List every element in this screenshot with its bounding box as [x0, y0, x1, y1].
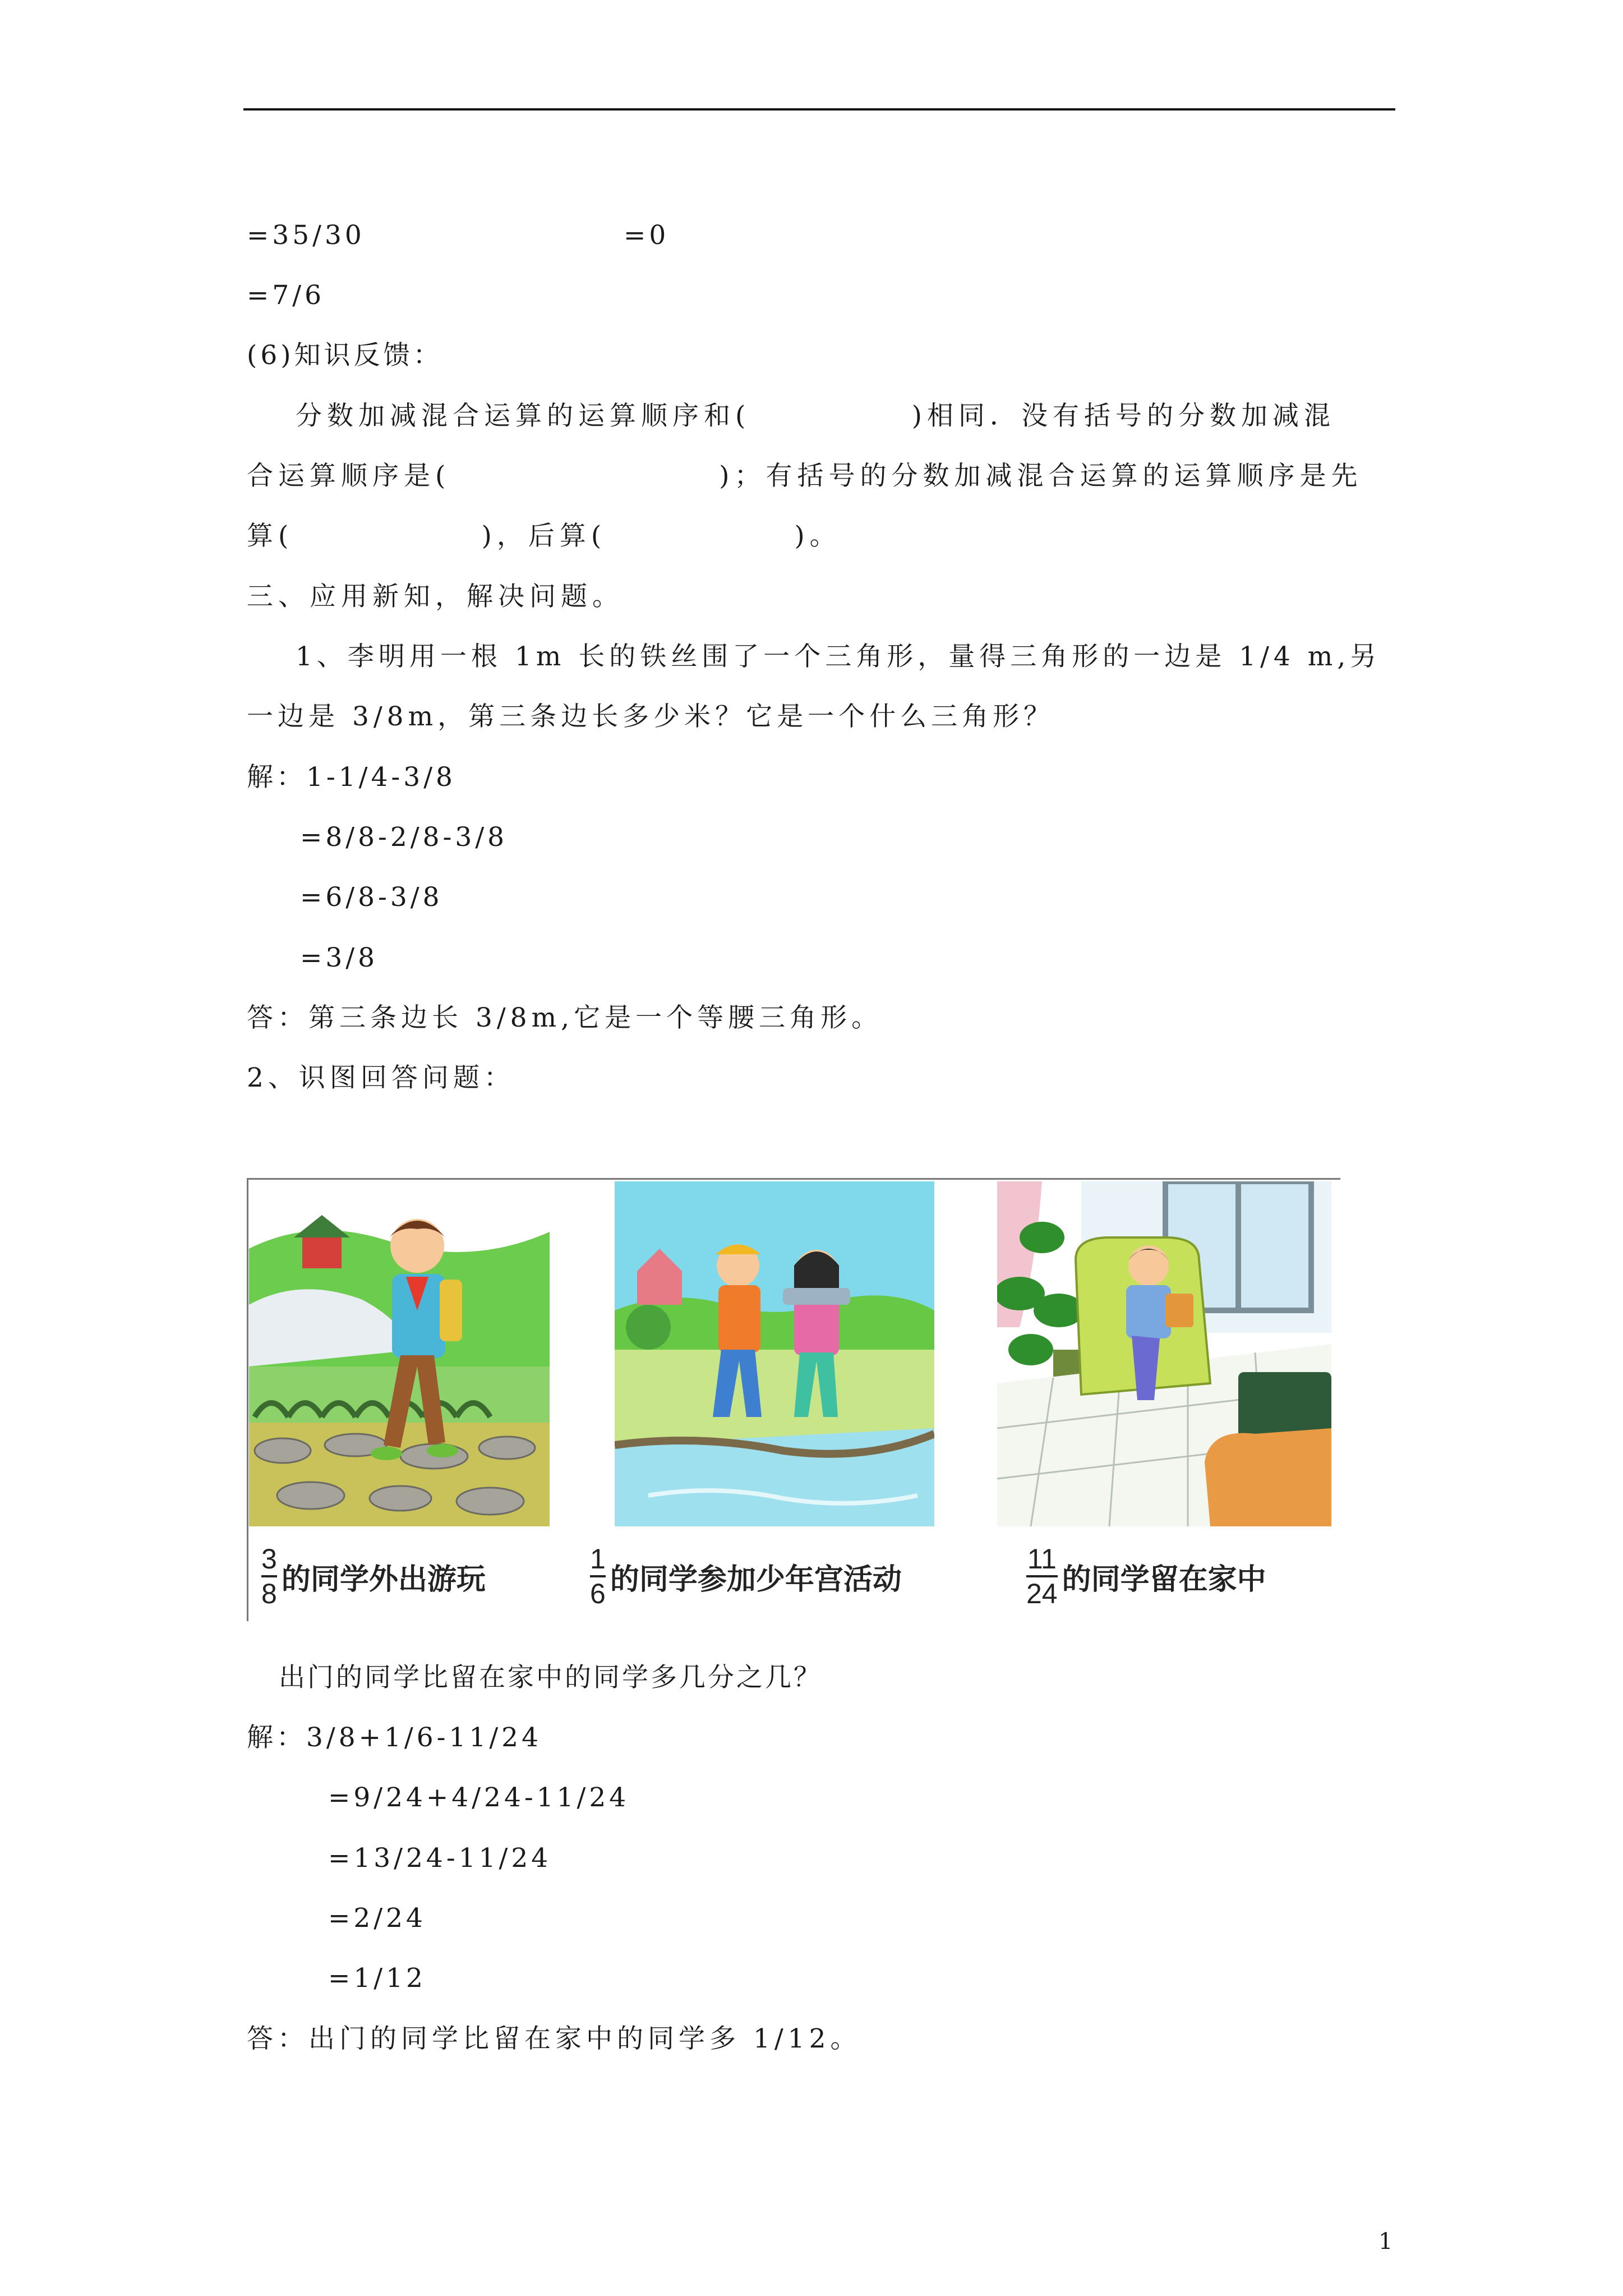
caption-outing: [261, 1543, 486, 1610]
header-rule: [243, 108, 1395, 111]
solution-line: =13/24-11/24: [328, 1843, 552, 1874]
solution-line: =3/8: [300, 942, 379, 973]
page-number: 1: [1378, 2229, 1393, 2254]
fraction-bar: [261, 1575, 277, 1577]
question-text: 出门的同学比留在家中的同学多几分之几？: [279, 1662, 822, 1693]
caption-text: 的同学外出游玩: [281, 1562, 486, 1596]
section-heading: 三、应用新知，解决问题。: [247, 581, 624, 612]
solution-line: =2/24: [328, 1903, 426, 1934]
solution-line: =6/8-3/8: [300, 882, 443, 913]
fraction-numerator: 1: [590, 1543, 606, 1575]
caption-youth-palace: [590, 1543, 902, 1610]
calc-line: =35/30: [247, 220, 365, 251]
caption-text: 的同学留在家中: [1062, 1562, 1266, 1596]
solution-line: 解：1-1/4-3/8: [247, 762, 456, 793]
section-heading: (6)知识反馈：: [247, 340, 443, 371]
paragraph-line: 分数加减混合运算的运算顺序和( )相同．没有括号的分数加减混: [296, 401, 1335, 431]
paragraph-line: 合运算顺序是( )；有括号的分数加减混合运算的运算顺序是先: [247, 461, 1363, 491]
fraction-bar: [1026, 1575, 1058, 1577]
calc-line: =7/6: [247, 280, 325, 311]
solution-line: 解：3/8+1/6-11/24: [247, 1722, 542, 1753]
caption-text: 的同学参加少年宫活动: [610, 1562, 902, 1596]
caption-at-home: [1026, 1543, 1266, 1610]
fraction-bar: [590, 1575, 606, 1577]
answer-line: 答：出门的同学比留在家中的同学多 1/12。: [247, 2023, 861, 2054]
figure: [247, 1178, 1340, 1621]
figure-top-border: [247, 1178, 1340, 1180]
problem-text: 一边是 3/8m，第三条边长多少米？它是一个什么三角形？: [247, 701, 1055, 732]
solution-line: =8/8-2/8-3/8: [300, 822, 508, 853]
illustration-at-home: [997, 1181, 1331, 1526]
problem-text: 1、李明用一根 1m 长的铁丝围了一个三角形，量得三角形的一边是 1/4 m,另: [296, 641, 1381, 672]
figure-left-border: [247, 1178, 248, 1621]
fraction: [590, 1544, 606, 1609]
fraction-denominator: 8: [261, 1578, 277, 1609]
fraction: [1026, 1544, 1058, 1609]
fraction-denominator: 6: [590, 1578, 606, 1609]
fraction-numerator: 3: [261, 1543, 277, 1575]
solution-line: =9/24+4/24-11/24: [328, 1782, 630, 1813]
fraction: [261, 1544, 277, 1609]
answer-line: 答：第三条边长 3/8m,它是一个等腰三角形。: [247, 1002, 883, 1033]
illustration-youth-palace: [615, 1181, 934, 1526]
paragraph-line: 算( )，后算( )。: [247, 521, 841, 551]
fraction-numerator: 11: [1027, 1543, 1057, 1575]
solution-line: =1/12: [328, 1963, 426, 1994]
calc-line: =0: [624, 220, 670, 251]
section-heading: 2、识图回答问题：: [247, 1062, 515, 1093]
illustration-outing: [249, 1181, 550, 1526]
fraction-denominator: 24: [1026, 1578, 1058, 1609]
